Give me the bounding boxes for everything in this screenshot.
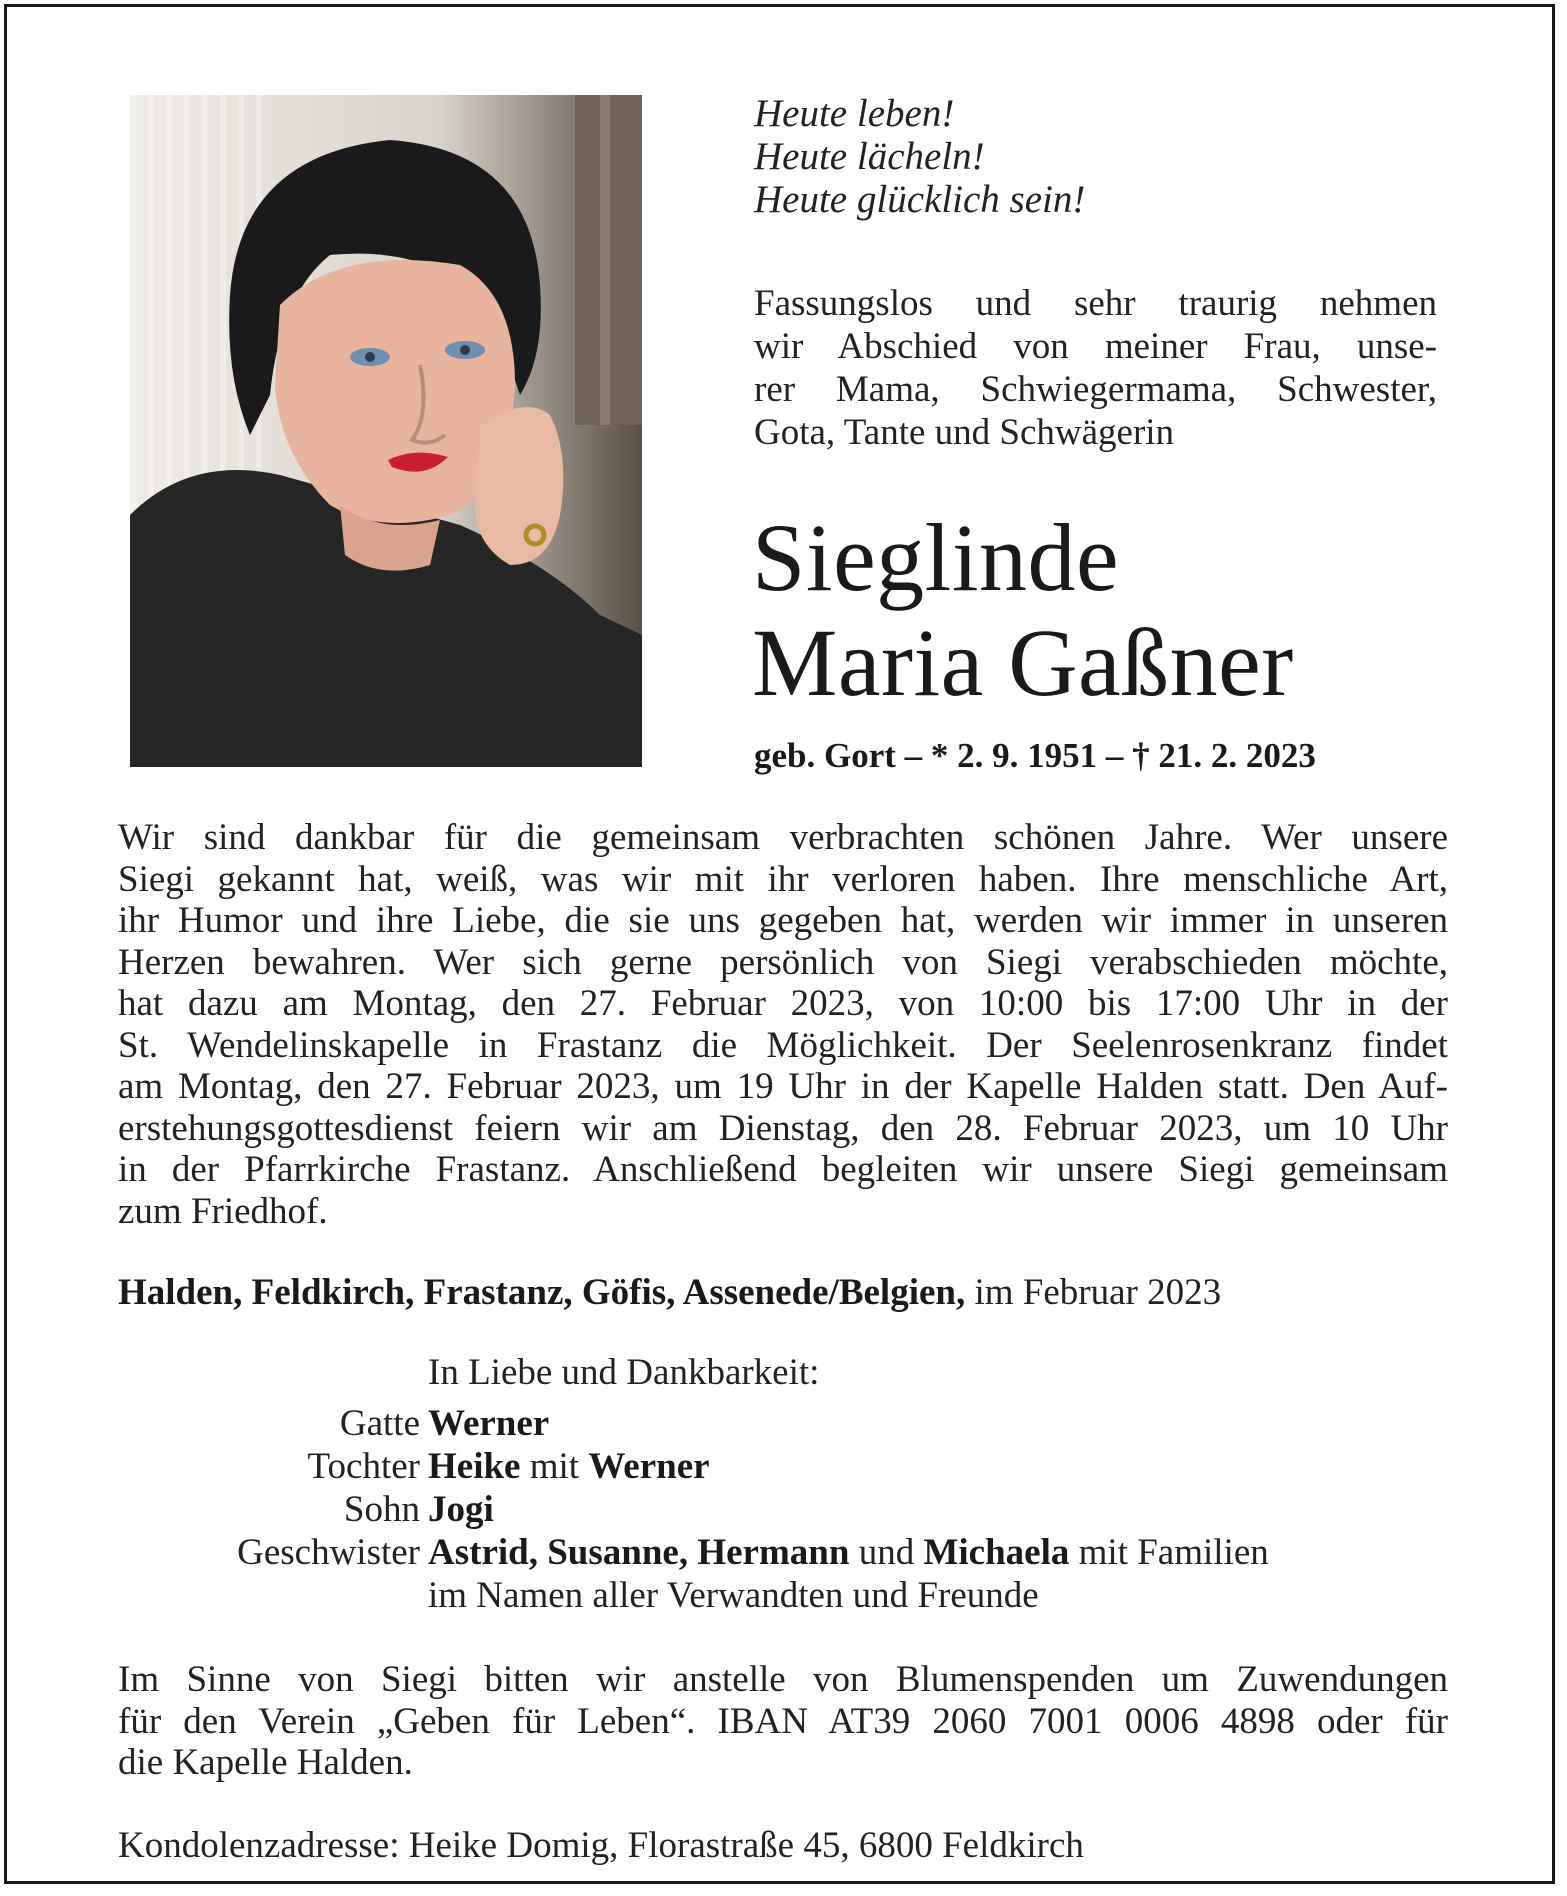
family-row-closing (118, 1574, 1448, 1617)
places-line (118, 1272, 1448, 1314)
connector-text: und (849, 1532, 924, 1573)
body-line: am Montag, den 27. Februar 2023, um 19 Uhr in der Kapelle Halden statt. Den Auf- (118, 1066, 1448, 1107)
family-name: Heike (428, 1446, 521, 1487)
condolence-address: Kondolenzadresse: Heike Domig, Florastraße 45, 6800 Feldkirch (118, 1825, 1084, 1866)
family-name: Werner (428, 1403, 550, 1444)
portrait-photo (130, 95, 642, 767)
portrait-image (130, 95, 642, 767)
body-line: Wir sind dankbar für die gemeinsam verbrachten schönen Jahre. Wer unsere (118, 817, 1448, 858)
quote-line: Heute leben! (754, 92, 955, 135)
family-name: Jogi (428, 1489, 494, 1530)
quote-line: Heute lächeln! (754, 135, 985, 178)
intro-text (754, 282, 1437, 454)
name-first: Sieglinde (752, 504, 1120, 611)
family-row-geschwister (118, 1531, 1448, 1574)
body-line: Siegi gekannt hat, weiß, was wir mit ihr verloren haben. Ihre menschliche Art, (118, 858, 1448, 900)
role-label: Tochter (307, 1446, 420, 1487)
role-label: Sohn (343, 1489, 420, 1530)
intro-line: rer Mama, Schwiegermama, Schwester, (754, 369, 1437, 410)
thanks-heading: In Liebe und Dankbarkeit: (428, 1352, 820, 1393)
donation-line: für den Verein „Geben für Leben“. IBAN AT39 2060 7001 0006 4898 oder für (118, 1700, 1448, 1742)
intro-line: Fassungslos und sehr traurig nehmen (754, 283, 1437, 324)
connector-text: mit Familien (1069, 1532, 1269, 1573)
birth-death-dates: geb. Gort – * 2. 9. 1951 – † 21. 2. 2023 (754, 736, 1316, 775)
family-row-gatte (118, 1402, 1448, 1445)
role-label: Gatte (339, 1403, 420, 1444)
donation-text (118, 1659, 1448, 1784)
deceased-name (752, 505, 1472, 715)
donation-line: Im Sinne von Siegi bitten wir anstelle von Blumenspenden um Zuwendungen (118, 1659, 1448, 1700)
body-line: Herzen bewahren. Wer sich gerne persönlich von Siegi verabschieden möchte, (118, 941, 1448, 983)
body-text (118, 817, 1448, 1232)
places-date: im Februar 2023 (965, 1272, 1222, 1313)
role-label: Geschwister (237, 1532, 420, 1573)
intro-line: wir Abschied von meiner Frau, unse- (754, 326, 1437, 367)
quote-line: Heute glücklich sein! (754, 178, 1086, 221)
family-list (118, 1402, 1448, 1617)
body-line: hat dazu am Montag, den 27. Februar 2023, von 10:00 bis 17:00 Uhr in der (118, 983, 1448, 1024)
family-name: Astrid, Susanne, Hermann (428, 1532, 850, 1573)
family-row-sohn (118, 1488, 1448, 1531)
body-line: erstehungsgottesdienst feiern wir am Dienstag, den 28. Februar 2023, um 10 Uhr (118, 1107, 1448, 1149)
body-line: St. Wendelinskapelle in Frastanz die Möglichkeit. Der Seelenrosenkranz findet (118, 1024, 1448, 1066)
intro-line: Gota, Tante und Schwägerin (754, 412, 1175, 453)
family-name: Werner (588, 1446, 710, 1487)
body-line: zum Friedhof. (118, 1190, 328, 1232)
name-last: Maria Gaßner (752, 609, 1294, 716)
closing-line: im Namen aller Verwandten und Freunde (428, 1575, 1039, 1616)
connector-text: mit (520, 1446, 589, 1487)
family-name: Michaela (923, 1532, 1070, 1573)
places-list: Halden, Feldkirch, Frastanz, Göfis, Assenede/Belgien, (118, 1272, 966, 1313)
quote (754, 92, 1454, 221)
family-row-tochter (118, 1445, 1448, 1488)
body-line: in der Pfarrkirche Frastanz. Anschließend begleiten wir unsere Siegi gemeinsam (118, 1149, 1448, 1190)
body-line: ihr Humor und ihre Liebe, die sie uns gegeben hat, werden wir immer in unseren (118, 900, 1448, 941)
donation-line: die Kapelle Halden. (118, 1742, 413, 1783)
